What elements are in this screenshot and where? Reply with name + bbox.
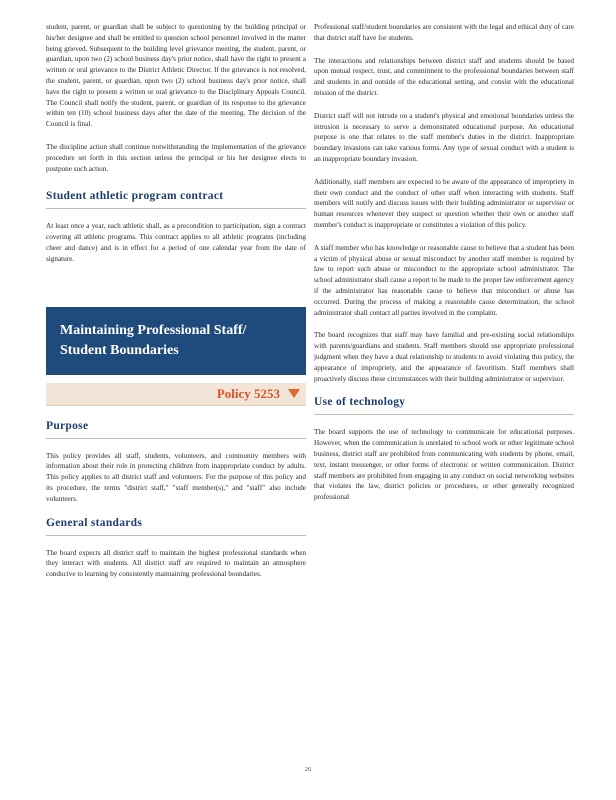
- purpose-heading: Purpose: [46, 420, 306, 439]
- boundaries-paragraph: Professional staff/student boundaries are consistent with the legal and ethical duty of care that district staff have for students.: [314, 23, 574, 42]
- reporting-paragraph: A staff member who has knowledge or reasonable cause to believe that a student has been a victim of physical abuse or sexual misconduct by another staff member is required by law to report such abuse or misconduct to the appropriate school administrator. The school administrator shall cause a report to be made to the proper law enforcement agency if the administrator has reasonable cause to believe that misconduct or abuse has occurred. During the process of making a reasonable cause determination, the school administrator shall contact all parties involved in the complaint.: [314, 243, 574, 317]
- general-standards-paragraph: The board expects all district staff to maintain the highest professional standards when they interact with students. All district staff are required to maintain an atmosphere conducive to learning by consistently maintaining professional boundaries.: [46, 548, 306, 579]
- page-number: 26: [304, 766, 312, 773]
- contract-paragraph: At least once a year, each athletic shall, as a precondition to participation, sign a contract covering all athletic programs. This contract applies to all athletic programs (including cheer and dance) and is in effect for a period of one calendar year from the date of signature.: [46, 222, 306, 263]
- section-title: Maintaining Professional Staff/ Student Boundaries: [60, 322, 247, 358]
- policy-number: Policy 5253: [216, 385, 280, 401]
- policy-banner: [46, 383, 306, 406]
- purpose-paragraph: This policy provides all staff, students, volunteers, and community members with information about their role in protecting children from inappropriate conduct by adults. This policy applies to all district staff and volunteers. For the purpose of this policy and its procedure, the terms "district staff," "staff member(s)," and "staff" also include volunteers.: [46, 451, 306, 503]
- technology-heading: Use of technology: [314, 396, 574, 415]
- technology-paragraph: The board supports the use of technology to communicate for educational purposes. However, when the communication is unrelated to school work or other legitimate school business, district staff are prohibited from communicating with students by phone, email, text, instant messenger, or other forms of electronic or written communication. District staff members are prohibited from engaging in any conduct on social networking websites that violates the law, district policies or procedures, or other generally recognized professional: [314, 428, 574, 502]
- general-standards-heading: General standards: [46, 517, 306, 536]
- interactions-paragraph: The interactions and relationships between district staff and students should be based upon mutual respect, trust, and commitment to the professional boundaries between staff and students in and outside of the educational setting, and consist with the educational mission of the district.: [314, 56, 574, 97]
- discipline-paragraph: The discipline action shall continue notwithstanding the implementation of the grievance procedure set forth in this section unless the principal or his her designee elects to postpone such action.: [46, 142, 306, 173]
- left-column: [46, 22, 306, 592]
- section-title-box: [46, 307, 306, 375]
- triangle-down-icon: [288, 389, 300, 398]
- contract-heading: Student athletic program contract: [46, 190, 306, 209]
- grievance-paragraph: student, parent, or guardian shall be subject to questioning by the building principal or his/her designee and shall be entitled to question school personnel involved in the matter being grieved. Subsequent to the building level grievance meeting, the student, parent, or guardian, upon two (2) school business day's prior notice, shall have the right to present a written or oral grievance to the District Athletic Director. If the grievance is not resolved, the student, parent, or guardian, upon two (2) school business day's prior notice, shall have the right to present a written or oral grievance to the Disciplinary Appeals Council. The Council shall notify the student, parent, or guardian of its response to the grievance within ten (10) school business days after the date of the meeting. The decision of the Council is final.: [46, 23, 306, 129]
- relationships-paragraph: The board recognizes that staff may have familial and pre-existing social relationships with parents/guardians and students. Staff members should use appropriate professional judgment when they have a dual relationship to students to avoid violating this policy, the appearance of impropriety, and the appearance of favoritism. Staff members shall proactively discuss these circumstances with their building administrator or supervisor.: [314, 331, 574, 383]
- impropriety-paragraph: Additionally, staff members are expected to be aware of the appearance of impropriety in their own conduct and the conduct of other staff when interacting with students. Staff members will notify and discuss issues with their building administrator or supervisor or human resources whenever they suspect or question whether their own or another staff member's conduct is inappropriate or constitutes a violation of this policy.: [314, 177, 574, 229]
- right-column: [314, 22, 574, 515]
- intrusion-paragraph: District staff will not intrude on a student's physical and emotional boundaries unless the intrusion is necessary to serve a demonstrated educational purpose. An educational purpose is one that relates to the staff member's duties in the district. Inappropriate boundary invasions can take various forms. Any type of sexual conduct with a student is an inappropriate boundary invasion.: [314, 111, 574, 163]
